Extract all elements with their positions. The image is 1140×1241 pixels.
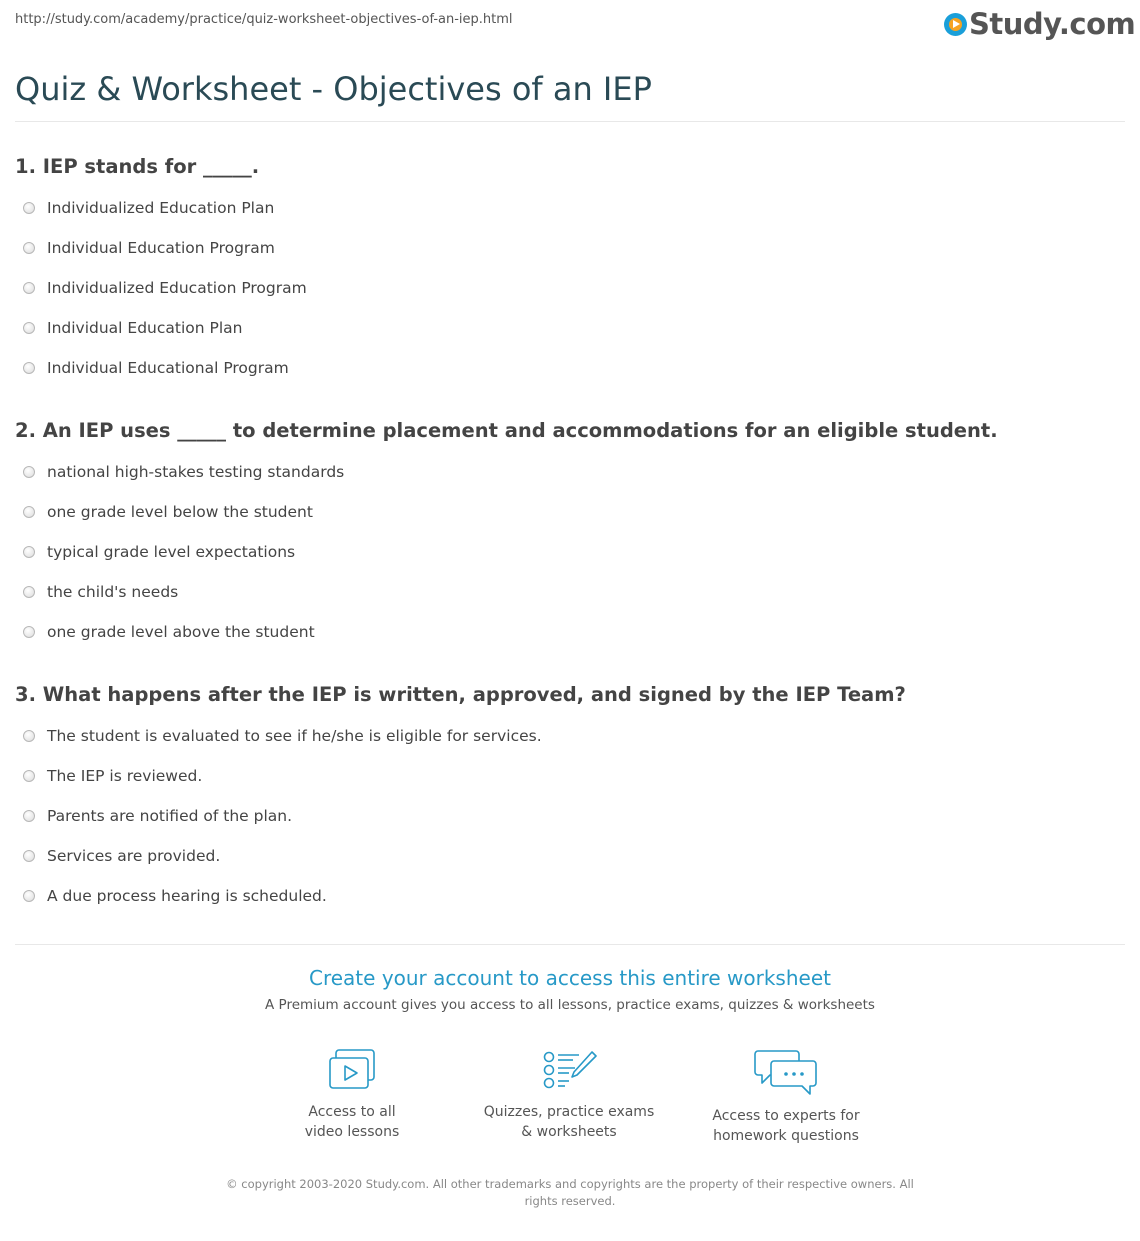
radio-button[interactable]: [23, 810, 35, 822]
option-label: The IEP is reviewed.: [47, 767, 203, 785]
option-label: Services are provided.: [47, 847, 221, 865]
feature-label: Quizzes, practice exams & worksheets: [483, 1104, 655, 1140]
radio-button[interactable]: [23, 770, 35, 782]
study-play-logo-icon: [944, 13, 967, 36]
option-label: A due process hearing is scheduled.: [47, 887, 327, 905]
chat-bubbles-icon: [754, 1048, 818, 1096]
feature-label: Access to all video lessons: [304, 1104, 400, 1140]
feature-label: Access to experts for homework questions: [712, 1108, 860, 1144]
create-account-link[interactable]: Create your account to access this entire worksheet: [309, 966, 831, 990]
page-title: Quiz & Worksheet - Objectives of an IEP: [15, 70, 652, 108]
answer-option[interactable]: [23, 885, 327, 907]
radio-button[interactable]: [23, 322, 35, 334]
radio-button[interactable]: [23, 850, 35, 862]
radio-button[interactable]: [23, 242, 35, 254]
radio-button[interactable]: [23, 586, 35, 598]
study-com-logo[interactable]: [944, 8, 1135, 40]
answer-option[interactable]: [23, 277, 307, 299]
radio-button[interactable]: [23, 546, 35, 558]
divider: [15, 944, 1125, 945]
answer-option[interactable]: [23, 237, 275, 259]
answer-option[interactable]: [23, 805, 292, 827]
logo-text: Study.com: [969, 7, 1136, 41]
option-label: national high-stakes testing standards: [47, 463, 345, 481]
video-lessons-icon: [326, 1048, 378, 1092]
divider: [15, 121, 1125, 122]
radio-button[interactable]: [23, 730, 35, 742]
radio-button[interactable]: [23, 506, 35, 518]
answer-option[interactable]: [23, 765, 202, 787]
answer-option[interactable]: [23, 501, 313, 523]
answer-option[interactable]: [23, 357, 289, 379]
radio-button[interactable]: [23, 890, 35, 902]
question-title: 3. What happens after the IEP is written, approved, and signed by the IEP Team?: [15, 683, 906, 706]
quiz-checklist-icon: [541, 1048, 597, 1092]
radio-button[interactable]: [23, 626, 35, 638]
option-label: Individual Education Program: [47, 239, 275, 257]
answer-option[interactable]: [23, 621, 315, 643]
option-label: the child's needs: [47, 583, 179, 601]
option-label: The student is evaluated to see if he/she is eligible for services.: [47, 727, 542, 745]
answer-option[interactable]: [23, 197, 274, 219]
feature-video-lessons: [252, 1048, 452, 1142]
answer-option[interactable]: [23, 317, 242, 339]
page-url: http://study.com/academy/practice/quiz-worksheet-objectives-of-an-iep.html: [15, 12, 513, 27]
option-label: one grade level below the student: [47, 503, 313, 521]
cta-subtitle: A Premium account gives you access to all lessons, practice exams, quizzes & worksheets: [265, 997, 875, 1013]
answer-option[interactable]: [23, 725, 542, 747]
question-title: 1. IEP stands for _____.: [15, 155, 260, 178]
radio-button[interactable]: [23, 202, 35, 214]
answer-option[interactable]: [23, 541, 295, 563]
option-label: one grade level above the student: [47, 623, 315, 641]
answer-option[interactable]: [23, 581, 178, 603]
option-label: Individual Educational Program: [47, 359, 289, 377]
feature-experts: [686, 1048, 886, 1146]
option-label: Individualized Education Plan: [47, 199, 275, 217]
radio-button[interactable]: [23, 466, 35, 478]
answer-option[interactable]: [23, 845, 220, 867]
option-label: typical grade level expectations: [47, 543, 296, 561]
radio-button[interactable]: [23, 362, 35, 374]
option-label: Individual Education Plan: [47, 319, 243, 337]
option-label: Individualized Education Program: [47, 279, 307, 297]
copyright-text: © copyright 2003-2020 Study.com. All other trademarks and copyrights are the property of their respective owners. All rights reserved.: [226, 1177, 914, 1208]
answer-option[interactable]: [23, 461, 344, 483]
option-label: Parents are notified of the plan.: [47, 807, 292, 825]
question-title: 2. An IEP uses _____ to determine placement and accommodations for an eligible student.: [15, 419, 998, 442]
feature-quizzes: [469, 1048, 669, 1142]
radio-button[interactable]: [23, 282, 35, 294]
